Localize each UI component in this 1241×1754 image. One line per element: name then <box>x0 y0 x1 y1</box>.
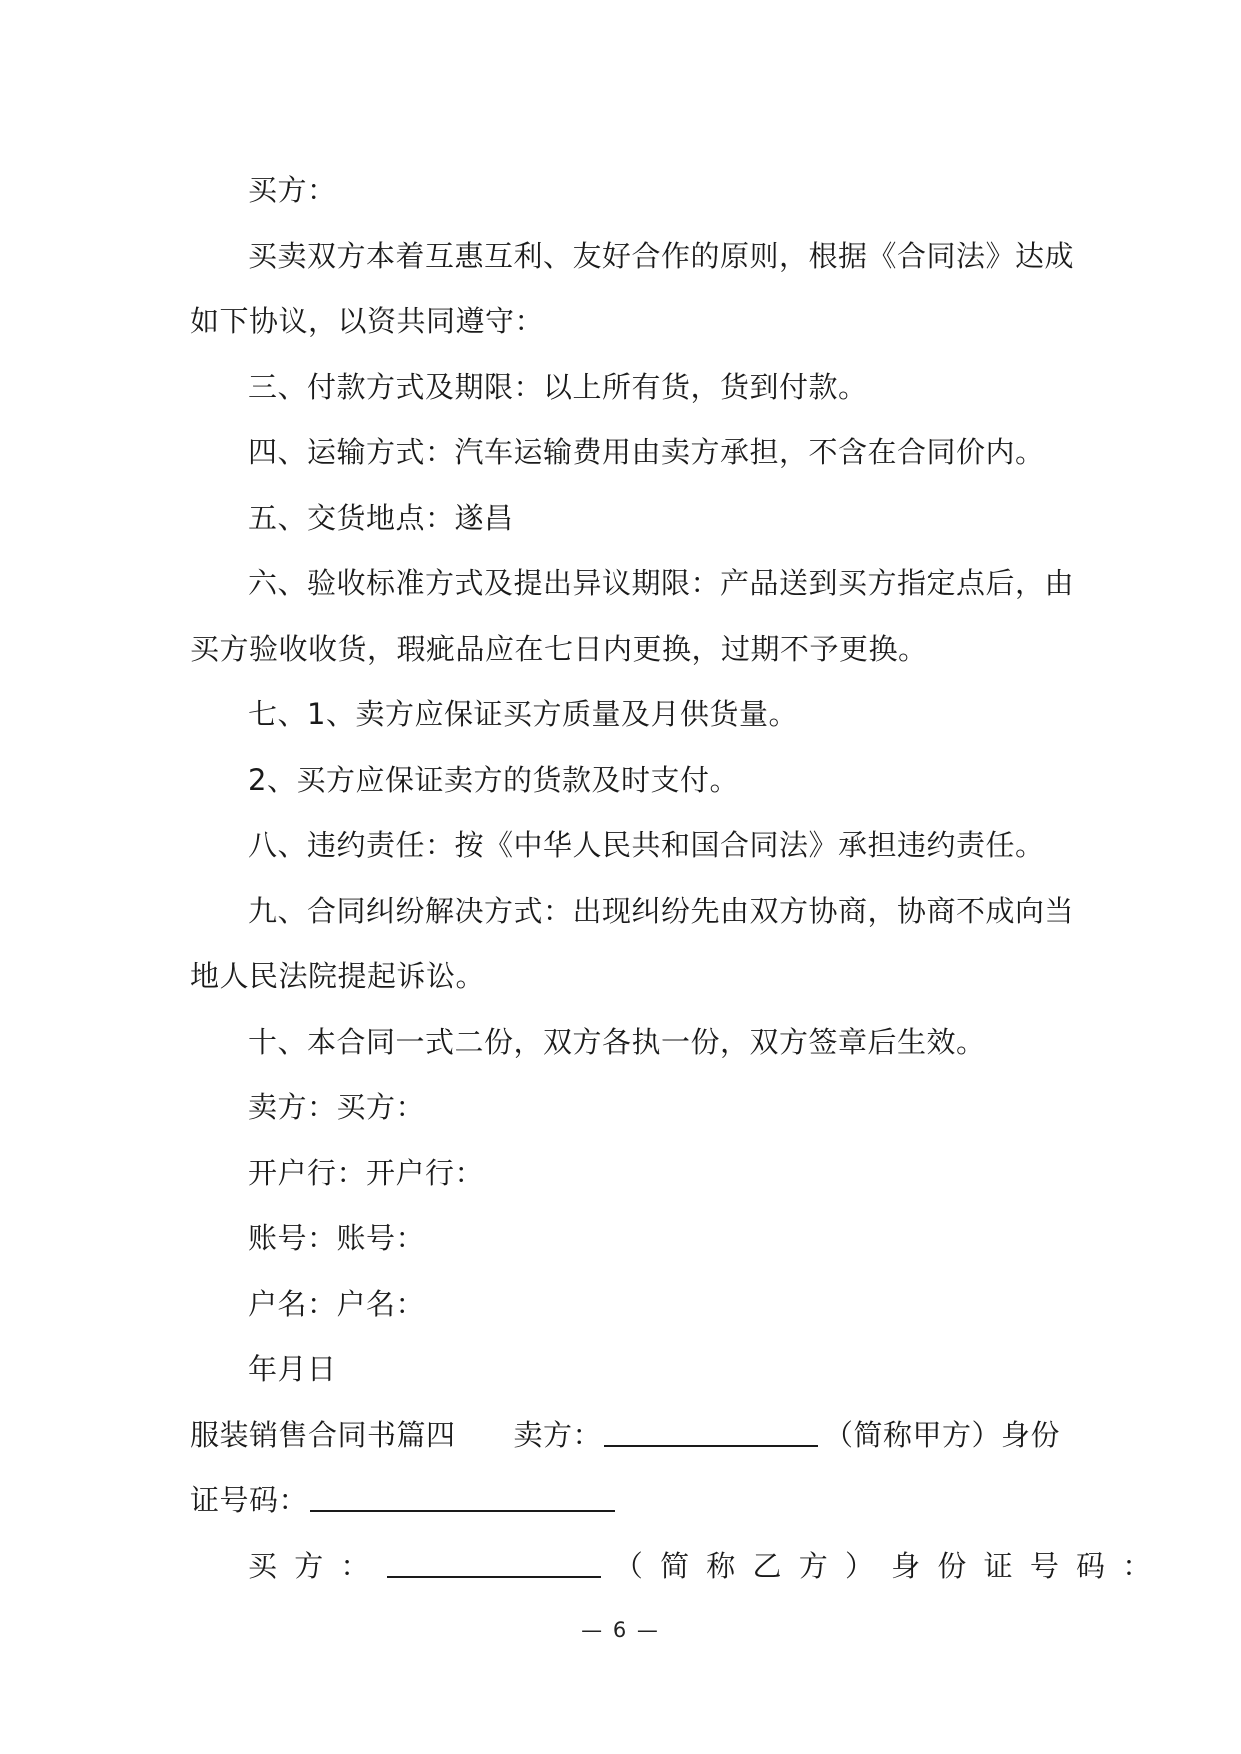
paragraph: 买卖双方本着互惠互利、友好合作的原则，根据《合同法》达成 <box>248 238 1075 273</box>
page-number: — 6 — <box>581 1618 660 1642</box>
paragraph: 地人民法院提起诉讼。 <box>190 959 486 993</box>
seller-id-blank <box>310 1480 615 1512</box>
buyer-note: （ 简 称 乙 方 ） 身 份 证 号 码 ： <box>613 1548 1156 1583</box>
paragraph: 七、1、卖方应保证买方质量及月供货量。 <box>248 697 798 731</box>
buyer-label: 买 方 ： <box>248 1548 374 1583</box>
paragraph: 买方： <box>248 173 337 207</box>
signature-line: 账号：账号： <box>248 1221 426 1255</box>
seller-name-blank <box>604 1415 818 1447</box>
seller-label: 卖方： <box>513 1417 603 1452</box>
paragraph: 三、付款方式及期限：以上所有货，货到付款。 <box>248 369 868 404</box>
section-heading: 服装销售合同书篇四 <box>190 1417 456 1452</box>
seller-id-label: 证号码： <box>190 1483 309 1517</box>
paragraph: 十、本合同一式二份，双方各执一份，双方签章后生效。 <box>248 1024 986 1059</box>
paragraph: 如下协议，以资共同遵守： <box>190 304 545 338</box>
paragraph: 六、验收标准方式及提出异议期限：产品送到买方指定点后，由 <box>248 566 1075 600</box>
seller-note: （简称甲方）身份 <box>824 1417 1061 1452</box>
signature-line: 开户行：开户行： <box>248 1155 485 1190</box>
signature-line: 卖方：买方： <box>248 1090 426 1124</box>
paragraph: 2、买方应保证卖方的货款及时支付。 <box>248 762 739 797</box>
buyer-name-blank <box>387 1546 601 1578</box>
section-heading-line <box>190 1403 1068 1469</box>
signature-line: 户名：户名： <box>248 1286 426 1321</box>
paragraph: 买方验收收货，瑕疵品应在七日内更换，过期不予更换。 <box>190 631 928 666</box>
seller-id-line <box>190 1468 1068 1534</box>
document-body <box>190 158 1156 1599</box>
paragraph: 八、违约责任：按《中华人民共和国合同法》承担违约责任。 <box>248 828 1045 862</box>
buyer-line <box>190 1534 1156 1600</box>
paragraph: 五、交货地点：遂昌 <box>248 500 514 535</box>
paragraph: 九、合同纠纷解决方式：出现纠纷先由双方协商，协商不成向当 <box>248 893 1075 928</box>
paragraph: 四、运输方式：汽车运输费用由卖方承担，不含在合同价内。 <box>248 435 1045 469</box>
date-line: 年月日 <box>248 1352 337 1386</box>
